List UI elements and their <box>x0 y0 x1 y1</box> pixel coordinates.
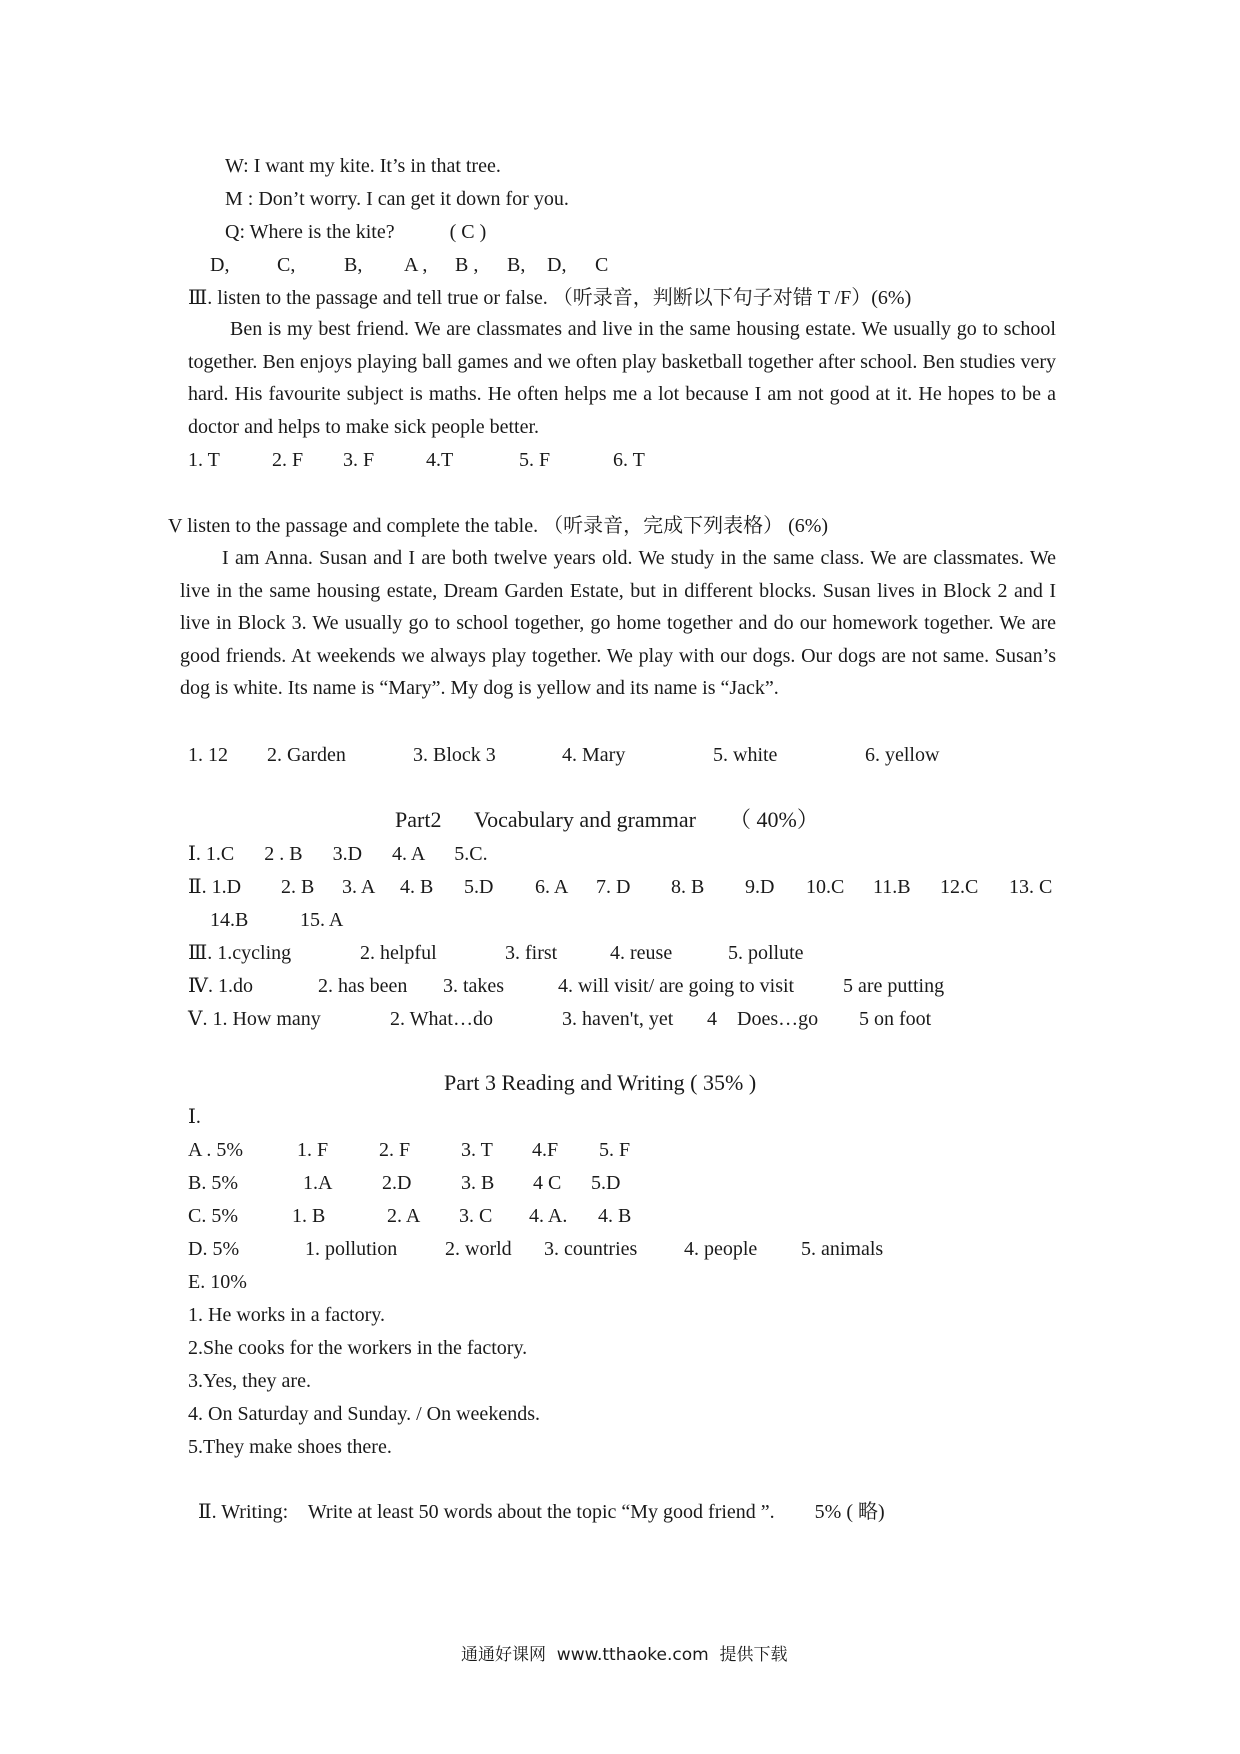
answer-item: 2. world <box>445 1238 512 1260</box>
answer-item: 3. takes <box>443 975 505 997</box>
answer-item: D, <box>210 254 230 276</box>
answer-item: 4. reuse <box>610 942 673 964</box>
answer-item: 1. T <box>188 449 220 471</box>
answer-item: 4.F <box>532 1139 559 1161</box>
answer-item: 3. A <box>342 876 376 898</box>
answer-item: B, <box>507 254 526 276</box>
answer-item: 3. F <box>343 449 375 471</box>
dialogue-q <box>225 218 486 246</box>
part3-E-label: E. 10% <box>188 1271 247 1293</box>
answer-item: 4 Does…go <box>707 1008 819 1030</box>
answer-item: 3. B <box>461 1172 495 1194</box>
answer-item: 1.A <box>303 1172 333 1194</box>
answer-item: 3. haven't, yet <box>562 1008 674 1030</box>
section5-answers <box>188 741 939 769</box>
part2-II-line2 <box>210 906 343 934</box>
part2-III <box>188 939 804 967</box>
part3-B <box>188 1169 620 1197</box>
answer-item: 9.D <box>745 876 775 898</box>
answer-item: 3. T <box>461 1139 493 1161</box>
section5-passage: I am Anna. Susan and I are both twelve years old. We study in the same class. We are classmates. We live in the same housing estate, Dream Garden Estate, but in different blocks. Susan lives in Block 2 and I live in Block 3. We usually go to school together, go home together and do our homework together. We are good friends. At weekends we always play together. We play with our dogs. Our dogs are not same. Susan’s dog is white. Its name is “Mary”. My dog is yellow and its name is “Jack”. <box>180 547 1056 699</box>
section5-passage-block <box>180 542 1056 705</box>
answer-item: 2. F <box>272 449 304 471</box>
answer-item: 5 on foot <box>859 1008 932 1030</box>
answer-item: 2. helpful <box>360 942 437 964</box>
answer-item: 14.B <box>210 909 249 931</box>
answer-item: 2. F <box>379 1139 411 1161</box>
answer-item: 6. A <box>535 876 569 898</box>
answer-item: 6. yellow <box>865 744 940 766</box>
answer-item: 5.D <box>464 876 494 898</box>
part2-V <box>188 1005 931 1033</box>
answer-item: D, <box>547 254 567 276</box>
answer-item: 4. people <box>684 1238 758 1260</box>
answer-item: 5. F <box>519 449 551 471</box>
answer-item: 4.T <box>426 449 454 471</box>
part2-title: Part2 Vocabulary and grammar （ 40%） <box>395 807 819 832</box>
answer-item: 15. A <box>300 909 344 931</box>
part2-IV <box>188 972 944 1000</box>
part3-A <box>188 1136 630 1164</box>
answer-item: 4. A. <box>529 1205 568 1227</box>
dialogue-m: M : Don’t worry. I can get it down for you. <box>225 188 569 210</box>
part3-E-answer-5: 5.They make shoes there. <box>188 1436 392 1458</box>
answer-item: 5.D <box>591 1172 621 1194</box>
footer-source: 通通好课网 www.tthaoke.com 提供下载 <box>461 1645 788 1665</box>
answer-item: 2. B <box>281 876 315 898</box>
dialogue-answer: ( C ) <box>449 221 487 243</box>
answer-item: 7. D <box>596 876 631 898</box>
answer-item: 2. has been <box>318 975 408 997</box>
part3-E-answer-2: 2.She cooks for the workers in the factory. <box>188 1337 528 1359</box>
part3-title: Part 3 Reading and Writing ( 35% ) <box>444 1070 757 1095</box>
answer-item: 3. first <box>505 942 558 964</box>
answer-item: B , <box>455 254 479 276</box>
answer-item: Ⅴ. 1. How many <box>188 1008 321 1030</box>
answer-item: B, <box>344 254 363 276</box>
part3-C <box>188 1202 631 1230</box>
answer-item: 4. B <box>400 876 434 898</box>
answer-item: 2. Garden <box>267 744 346 766</box>
answer-item: 5. F <box>599 1139 631 1161</box>
section3-heading: Ⅲ. listen to the passage and tell true or false. （听录音，判断以下句子对错 T /F）(6%) <box>188 287 912 309</box>
answer-item: 5. pollute <box>728 942 804 964</box>
dialogue-w: W: I want my kite. It’s in that tree. <box>225 155 501 177</box>
part3-D <box>188 1235 883 1263</box>
answer-item: 3. Block 3 <box>413 744 496 766</box>
answer-item: 4. Mary <box>562 744 626 766</box>
answer-item: Ⅱ. 1.D <box>188 876 242 898</box>
answer-item: 3. countries <box>544 1238 638 1260</box>
answer-item: C <box>595 254 609 276</box>
part1-answer-row <box>210 251 608 279</box>
answer-item: 2. What…do <box>390 1008 493 1030</box>
answer-item: 1. pollution <box>305 1238 398 1260</box>
section3-passage: Ben is my best friend. We are classmates and live in the same housing estate. We usually go to school together. Ben enjoys playing ball games and we often play basketball together after school. Ben studies very hard. His favourite subject is maths. He often helps me a lot because I am not good at it. He hopes to be a doctor and helps to make sick people better. <box>188 318 1056 438</box>
section3-passage-block <box>188 313 1056 443</box>
answer-item: 8. B <box>671 876 705 898</box>
answer-item: 10.C <box>806 876 845 898</box>
answer-item: 5. white <box>713 744 778 766</box>
part2-II-line1 <box>188 873 1052 901</box>
answer-item: 4. B <box>598 1205 632 1227</box>
answer-item: 1. F <box>297 1139 329 1161</box>
part3-E-answer-1: 1. He works in a factory. <box>188 1304 385 1326</box>
answer-item: 3. C <box>459 1205 493 1227</box>
part3-E-answer-3: 3.Yes, they are. <box>188 1370 311 1392</box>
answer-item: 1. B <box>292 1205 326 1227</box>
section3-answers <box>188 446 645 474</box>
answer-item: 5. animals <box>801 1238 884 1260</box>
writing-task: Ⅱ. Writing: Write at least 50 words about the topic “My good friend ”. 5% ( 略) <box>198 1501 885 1523</box>
answer-item: 1. 12 <box>188 744 228 766</box>
part3-I-label: Ⅰ. <box>188 1106 201 1128</box>
part2-I: Ⅰ. 1.C 2 . B 3.D 4. A 5.C. <box>188 843 488 865</box>
part3-E-answer-4: 4. On Saturday and Sunday. / On weekends. <box>188 1403 540 1425</box>
answer-item: 4. will visit/ are going to visit <box>558 975 795 997</box>
answer-item: 11.B <box>873 876 911 898</box>
answer-item: 2.D <box>382 1172 412 1194</box>
answer-item: 6. T <box>613 449 645 471</box>
answer-item: C, <box>277 254 296 276</box>
answer-item: C. 5% <box>188 1205 238 1227</box>
answer-item: D. 5% <box>188 1238 240 1260</box>
answer-item: A . 5% <box>188 1139 243 1161</box>
answer-item: 5 are putting <box>843 975 945 997</box>
answer-item: A , <box>404 254 428 276</box>
answer-item: 12.C <box>940 876 979 898</box>
answer-item: 13. C <box>1009 876 1053 898</box>
answer-item: Ⅲ. 1.cycling <box>188 942 292 964</box>
section5-heading: V listen to the passage and complete the table. （听录音，完成下列表格） (6%) <box>168 515 829 537</box>
answer-item: B. 5% <box>188 1172 238 1194</box>
answer-item: 4 C <box>533 1172 562 1194</box>
answer-item: 2. A <box>387 1205 421 1227</box>
dialogue-question: Q: Where is the kite? <box>225 221 395 243</box>
answer-item: Ⅳ. 1.do <box>188 975 253 997</box>
